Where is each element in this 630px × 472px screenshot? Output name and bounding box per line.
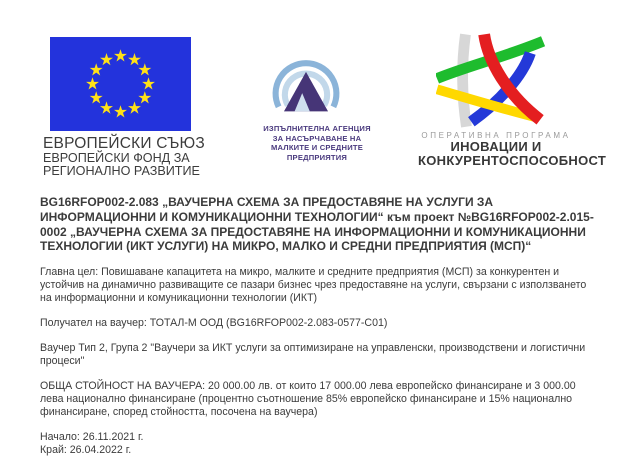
eu-logo-block <box>43 37 203 178</box>
agency-name-line1: ИЗПЪЛНИТЕЛНА АГЕНЦИЯ <box>263 124 371 133</box>
scheme-heading: BG16RFOP002-2.083 „ВАУЧЕРНА СХЕМА ЗА ПРЕДОСТАВЯНЕ НА УСЛУГИ ЗА ИНФОРМАЦИОННИ И КОМУНИКАЦИОННИ ТЕХНОЛОГИИ“ към проект №BG16RFOP002-2.015-0002 „ВАУЧЕРНА СХЕМА ЗА ПРЕДОСТАВЯНЕ НА ИНФОРМАЦИОННИ И КОМУНИКАЦИОННИ ТЕХНОЛОГИИ (ИКТ УСЛУГИ) НА МИКРО, МАЛКО И СРЕДНИ ПРЕДПРИЯТИЯ (МСП)“ <box>40 195 594 254</box>
project-dates <box>40 431 597 457</box>
main-goal-paragraph: Главна цел: Повишаване капацитета на микро, малките и средните предприятия (МСП) за конкурентен и устойчив на динамично развиващите се пазари бизнес чрез предоставяне на услуги, свързани с използването на информационни и комуникационни технологии (ИКТ) <box>40 266 587 305</box>
opic-ribbons-icon <box>436 33 546 128</box>
total-value-paragraph: ОБЩА СТОЙНОСТ НА ВАУЧЕРА: 20 000.00 лв. от които 17 000.00 лева европейско финансиране и 3 000.00 лева национално финансиране (процентно съотношение 85% европейско финансиране и 15% национално финансиране, според стойността, посочена на ваучера) <box>40 380 576 419</box>
start-date: Начало: 26.11.2021 г. <box>40 431 144 444</box>
opic-program-label: ОПЕРАТИВНА ПРОГРАМА <box>421 131 571 140</box>
opic-logo-block <box>418 33 607 168</box>
eu-flag-icon <box>50 37 191 131</box>
opic-ribbon-gray <box>463 34 467 126</box>
end-date: Край: 26.04.2022 г. <box>40 444 132 457</box>
agency-name-line3: МАЛКИТЕ И СРЕДНИТЕ <box>271 143 363 153</box>
agency-logo-block <box>246 46 388 162</box>
agency-name-line2: ЗА НАСЪРЧАВАНЕ НА <box>272 133 362 143</box>
agency-arcs-triangle-icon <box>268 46 344 116</box>
agency-name-line4: ПРЕДПРИЯТИЯ <box>286 152 348 162</box>
eu-union-label: ЕВРОПЕЙСКИ СЪЮЗ <box>43 135 205 152</box>
eu-fund-label-line2: РЕГИОНАЛНО РАЗВИТИЕ <box>43 164 200 178</box>
document-body <box>40 195 597 457</box>
eu-fund-label-line1: ЕВРОПЕЙСКИ ФОНД ЗА <box>43 151 190 165</box>
opic-title-line1: ИНОВАЦИИ И <box>450 139 542 154</box>
voucher-recipient-paragraph: Получател на ваучер: ТОТАЛ-М ООД (BG16RFOP002-2.083-0577-C01) <box>40 317 388 330</box>
voucher-type-paragraph: Ваучер Тип 2, Група 2 "Ваучери за ИКТ услуги за оптимизиране на управленски, производствени и логистични процеси" <box>40 342 586 368</box>
opic-title-line2: КОНКУРЕНТОСПОСОБНОСТ <box>418 153 607 168</box>
agency-name <box>246 124 388 162</box>
